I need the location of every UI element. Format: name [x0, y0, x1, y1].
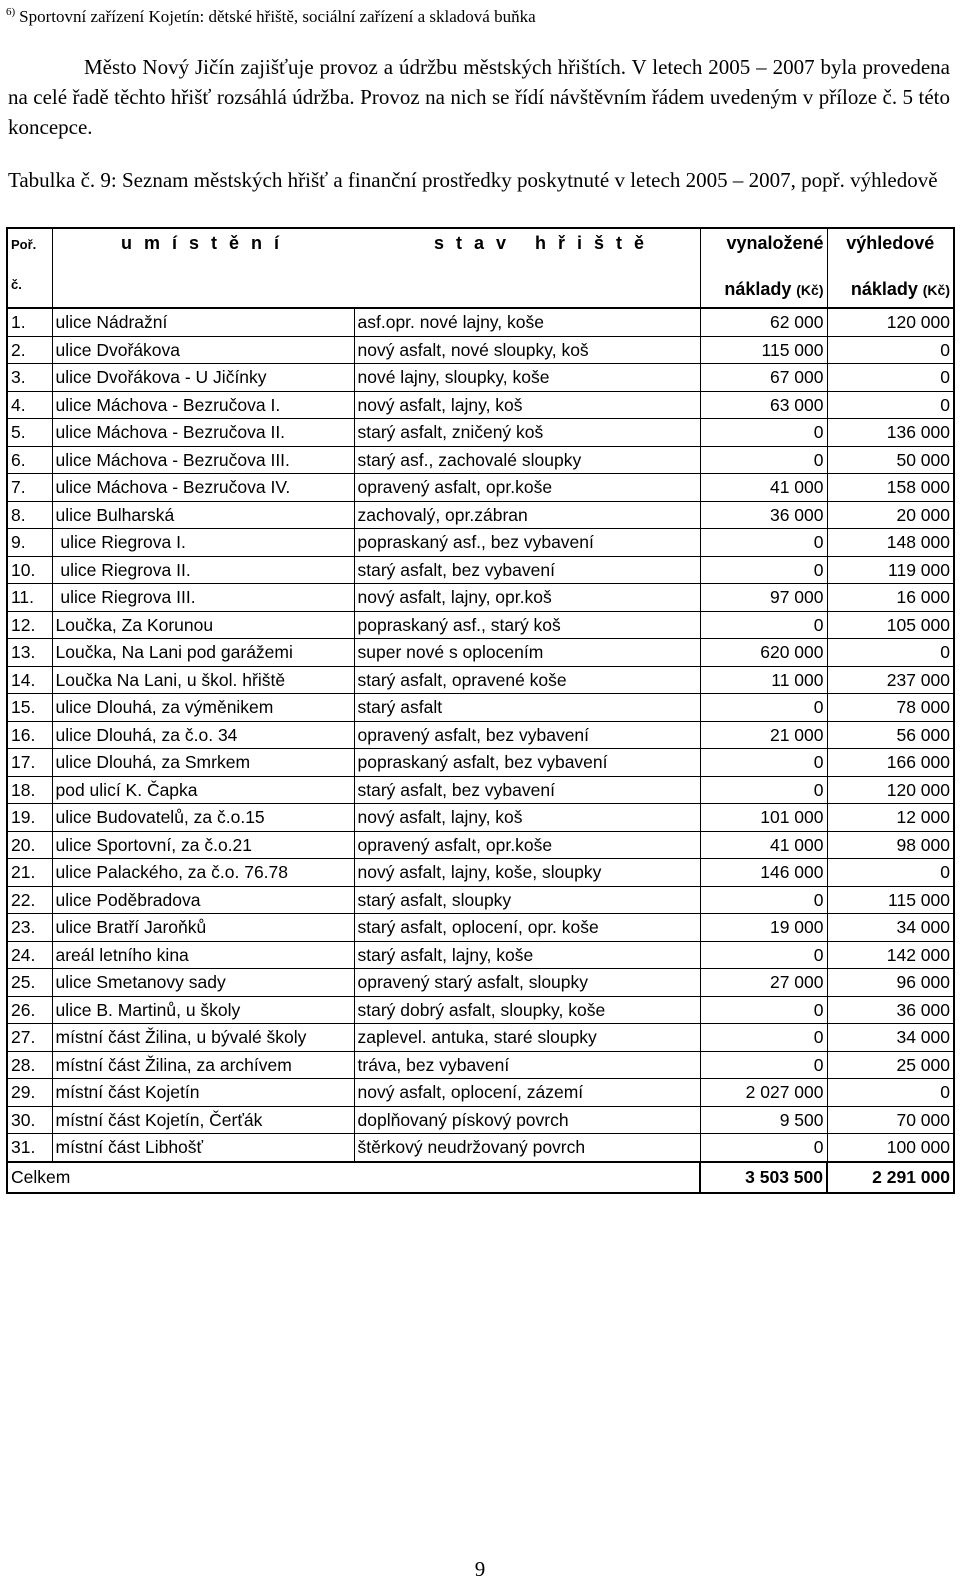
- row-location: ulice Máchova - Bezručova III.: [52, 446, 354, 474]
- row-state: asf.opr. nové lajny, koše: [354, 308, 700, 336]
- row-number: 11.: [7, 584, 52, 612]
- row-planned: 56 000: [827, 721, 954, 749]
- intro-text: Město Nový Jičín zajišťuje provoz a údržbu městských hřištích. V letech 2005 – 2007 byla provedena na celé řadě těchto hřišť rozsáhlá údržba. Provoz na nich se řídí návštěvním řádem uvedeným v příloze č. 5 této koncepce.: [8, 55, 950, 139]
- row-location: ulice Sportovní, za č.o.21: [52, 831, 354, 859]
- row-planned: 158 000: [827, 474, 954, 502]
- currency-planned: (Kč): [922, 281, 950, 298]
- row-state: zaplevel. antuka, staré sloupky: [354, 1024, 700, 1052]
- row-location: ulice Máchova - Bezručova IV.: [52, 474, 354, 502]
- row-spent: 2 027 000: [700, 1079, 827, 1107]
- header-state-2: [354, 271, 700, 308]
- row-spent: 36 000: [700, 501, 827, 529]
- row-spent: 0: [700, 419, 827, 447]
- row-number: 12.: [7, 611, 52, 639]
- row-number: 23.: [7, 914, 52, 942]
- row-spent: 41 000: [700, 474, 827, 502]
- row-number: 21.: [7, 859, 52, 887]
- footnote-mark: 6): [6, 6, 16, 18]
- row-state: opravený asfalt, opr.koše: [354, 831, 700, 859]
- row-location: místní část Kojetín: [52, 1079, 354, 1107]
- row-planned: 237 000: [827, 666, 954, 694]
- header-state: s t a v h ř i š t ě: [354, 228, 700, 271]
- row-planned: 96 000: [827, 969, 954, 997]
- row-spent: 0: [700, 529, 827, 557]
- table-row: [7, 776, 954, 804]
- row-location: ulice Riegrova II.: [52, 556, 354, 584]
- row-state: nový asfalt, oplocení, zázemí: [354, 1079, 700, 1107]
- row-number: 8.: [7, 501, 52, 529]
- row-spent: 11 000: [700, 666, 827, 694]
- row-number: 4.: [7, 391, 52, 419]
- row-spent: 63 000: [700, 391, 827, 419]
- row-spent: 620 000: [700, 639, 827, 667]
- row-number: 30.: [7, 1106, 52, 1134]
- row-number: 27.: [7, 1024, 52, 1052]
- row-number: 7.: [7, 474, 52, 502]
- row-spent: 21 000: [700, 721, 827, 749]
- row-number: 17.: [7, 749, 52, 777]
- row-state: opravený asfalt, bez vybavení: [354, 721, 700, 749]
- row-state: starý asfalt, oplocení, opr. koše: [354, 914, 700, 942]
- row-location: ulice Bratří Jaroňků: [52, 914, 354, 942]
- row-spent: 0: [700, 556, 827, 584]
- row-location: ulice Smetanovy sady: [52, 969, 354, 997]
- row-planned: 78 000: [827, 694, 954, 722]
- row-planned: 98 000: [827, 831, 954, 859]
- table-row: [7, 474, 954, 502]
- row-location: ulice Palackého, za č.o. 76.78: [52, 859, 354, 887]
- row-planned: 20 000: [827, 501, 954, 529]
- intro-paragraph: [8, 52, 950, 142]
- row-state: starý asfalt, opravené koše: [354, 666, 700, 694]
- row-spent: 19 000: [700, 914, 827, 942]
- table-total-row: [7, 1162, 954, 1193]
- row-spent: 0: [700, 886, 827, 914]
- row-number: 1.: [7, 308, 52, 336]
- row-location: místní část Libhošť: [52, 1134, 354, 1162]
- row-location: ulice Riegrova III.: [52, 584, 354, 612]
- total-planned: 2 291 000: [827, 1162, 954, 1193]
- row-spent: 0: [700, 1024, 827, 1052]
- header-num-2: č.: [7, 271, 52, 308]
- row-location: ulice Bulharská: [52, 501, 354, 529]
- row-location: místní část Kojetín, Čerťák: [52, 1106, 354, 1134]
- caption-text: Tabulka č. 9: Seznam městských hřišť a finanční prostředky poskytnuté v letech 2005 – 2007, popř. výhledově: [8, 168, 938, 192]
- row-planned: 119 000: [827, 556, 954, 584]
- row-location: ulice B. Martinů, u školy: [52, 996, 354, 1024]
- row-number: 16.: [7, 721, 52, 749]
- table-row: [7, 584, 954, 612]
- row-planned: 12 000: [827, 804, 954, 832]
- row-spent: 0: [700, 941, 827, 969]
- total-spent: 3 503 500: [700, 1162, 827, 1193]
- row-spent: 62 000: [700, 308, 827, 336]
- row-state: popraskaný asf., starý koš: [354, 611, 700, 639]
- total-label: Celkem: [7, 1162, 700, 1193]
- row-number: 6.: [7, 446, 52, 474]
- row-location: Loučka, Za Korunou: [52, 611, 354, 639]
- table-row: [7, 749, 954, 777]
- playgrounds-table: [6, 227, 955, 1194]
- header-spent: vynaložené: [700, 228, 827, 271]
- row-planned: 16 000: [827, 584, 954, 612]
- table-row: [7, 694, 954, 722]
- row-planned: 120 000: [827, 308, 954, 336]
- row-planned: 0: [827, 391, 954, 419]
- row-planned: 50 000: [827, 446, 954, 474]
- row-planned: 0: [827, 639, 954, 667]
- table-row: [7, 1051, 954, 1079]
- table-row: [7, 391, 954, 419]
- section-title: Sportovní zařízení Kojetín: dětské hřiště, sociální zařízení a skladová buňka: [19, 7, 536, 26]
- table-row: [7, 611, 954, 639]
- row-planned: 115 000: [827, 886, 954, 914]
- row-number: 5.: [7, 419, 52, 447]
- row-location: ulice Dlouhá, za č.o. 34: [52, 721, 354, 749]
- row-state: nový asfalt, lajny, koš: [354, 391, 700, 419]
- table-row: [7, 529, 954, 557]
- row-spent: 41 000: [700, 831, 827, 859]
- row-number: 10.: [7, 556, 52, 584]
- table-row: [7, 556, 954, 584]
- row-spent: 0: [700, 611, 827, 639]
- row-state: starý asfalt: [354, 694, 700, 722]
- table-row: [7, 1106, 954, 1134]
- row-state: starý asfalt, lajny, koše: [354, 941, 700, 969]
- row-planned: 120 000: [827, 776, 954, 804]
- row-number: 14.: [7, 666, 52, 694]
- row-state: opravený asfalt, opr.koše: [354, 474, 700, 502]
- row-state: nové lajny, sloupky, koše: [354, 364, 700, 392]
- row-spent: 0: [700, 694, 827, 722]
- row-location: ulice Máchova - Bezručova I.: [52, 391, 354, 419]
- table-row: [7, 419, 954, 447]
- row-state: doplňovaný pískový povrch: [354, 1106, 700, 1134]
- header-planned: výhledové: [827, 228, 954, 271]
- row-spent: 9 500: [700, 1106, 827, 1134]
- row-spent: 0: [700, 1051, 827, 1079]
- row-planned: 0: [827, 1079, 954, 1107]
- header-num: Poř.: [7, 228, 52, 271]
- row-spent: 0: [700, 996, 827, 1024]
- row-location: areál letního kina: [52, 941, 354, 969]
- row-location: ulice Dvořákova: [52, 336, 354, 364]
- page-number: 9: [474, 1557, 486, 1581]
- table-row: [7, 501, 954, 529]
- row-location: ulice Poděbradova: [52, 886, 354, 914]
- row-number: 24.: [7, 941, 52, 969]
- row-number: 31.: [7, 1134, 52, 1162]
- table-row: [7, 1024, 954, 1052]
- table-row: [7, 666, 954, 694]
- table-row: [7, 859, 954, 887]
- row-state: zachovalý, opr.zábran: [354, 501, 700, 529]
- row-state: nový asfalt, lajny, koš: [354, 804, 700, 832]
- row-state: starý asf., zachovalé sloupky: [354, 446, 700, 474]
- table-row: [7, 336, 954, 364]
- row-planned: 100 000: [827, 1134, 954, 1162]
- table-row: [7, 364, 954, 392]
- row-planned: 166 000: [827, 749, 954, 777]
- section-footnote: [6, 6, 536, 27]
- row-state: nový asfalt, lajny, opr.koš: [354, 584, 700, 612]
- row-spent: 0: [700, 749, 827, 777]
- table-header-row-1: [7, 228, 954, 271]
- row-number: 22.: [7, 886, 52, 914]
- row-number: 25.: [7, 969, 52, 997]
- row-number: 13.: [7, 639, 52, 667]
- table-row: [7, 969, 954, 997]
- row-planned: 0: [827, 336, 954, 364]
- header-spent-2: náklady (Kč): [700, 271, 827, 308]
- row-location: místní část Žilina, za archívem: [52, 1051, 354, 1079]
- row-planned: 34 000: [827, 914, 954, 942]
- row-location: ulice Dlouhá, za Smrkem: [52, 749, 354, 777]
- row-planned: 25 000: [827, 1051, 954, 1079]
- row-planned: 34 000: [827, 1024, 954, 1052]
- row-planned: 142 000: [827, 941, 954, 969]
- row-location: místní část Žilina, u bývalé školy: [52, 1024, 354, 1052]
- row-state: starý dobrý asfalt, sloupky, koše: [354, 996, 700, 1024]
- table-row: [7, 831, 954, 859]
- row-number: 19.: [7, 804, 52, 832]
- row-state: starý asfalt, zničený koš: [354, 419, 700, 447]
- row-state: starý asfalt, bez vybavení: [354, 776, 700, 804]
- table-row: [7, 639, 954, 667]
- row-location: ulice Dvořákova - U Jičínky: [52, 364, 354, 392]
- row-location: ulice Riegrova I.: [52, 529, 354, 557]
- row-spent: 67 000: [700, 364, 827, 392]
- row-number: 3.: [7, 364, 52, 392]
- row-number: 29.: [7, 1079, 52, 1107]
- row-spent: 27 000: [700, 969, 827, 997]
- row-state: starý asfalt, sloupky: [354, 886, 700, 914]
- row-spent: 115 000: [700, 336, 827, 364]
- row-spent: 146 000: [700, 859, 827, 887]
- row-location: pod ulicí K. Čapka: [52, 776, 354, 804]
- row-number: 26.: [7, 996, 52, 1024]
- row-state: popraskaný asfalt, bez vybavení: [354, 749, 700, 777]
- row-location: Loučka, Na Lani pod garážemi: [52, 639, 354, 667]
- row-planned: 105 000: [827, 611, 954, 639]
- row-spent: 101 000: [700, 804, 827, 832]
- row-spent: 97 000: [700, 584, 827, 612]
- row-spent: 0: [700, 446, 827, 474]
- row-number: 9.: [7, 529, 52, 557]
- row-state: super nové s oplocením: [354, 639, 700, 667]
- table-row: [7, 996, 954, 1024]
- row-state: štěrkový neudržovaný povrch: [354, 1134, 700, 1162]
- table-row: [7, 804, 954, 832]
- row-state: tráva, bez vybavení: [354, 1051, 700, 1079]
- table-row: [7, 721, 954, 749]
- row-location: ulice Máchova - Bezručova II.: [52, 419, 354, 447]
- row-number: 20.: [7, 831, 52, 859]
- row-planned: 0: [827, 364, 954, 392]
- row-number: 28.: [7, 1051, 52, 1079]
- header-location: u m í s t ě n í: [52, 228, 354, 271]
- row-spent: 0: [700, 1134, 827, 1162]
- row-state: starý asfalt, bez vybavení: [354, 556, 700, 584]
- table-row: [7, 446, 954, 474]
- row-planned: 148 000: [827, 529, 954, 557]
- table-row: [7, 1079, 954, 1107]
- row-number: 15.: [7, 694, 52, 722]
- row-location: Loučka Na Lani, u škol. hřiště: [52, 666, 354, 694]
- header-location-2: [52, 271, 354, 308]
- row-location: ulice Nádražní: [52, 308, 354, 336]
- row-location: ulice Dlouhá, za výměnikem: [52, 694, 354, 722]
- row-location: ulice Budovatelů, za č.o.15: [52, 804, 354, 832]
- row-state: nový asfalt, nové sloupky, koš: [354, 336, 700, 364]
- table-row: [7, 914, 954, 942]
- table-row: [7, 1134, 954, 1162]
- row-state: popraskaný asf., bez vybavení: [354, 529, 700, 557]
- table-caption: [8, 165, 950, 195]
- row-spent: 0: [700, 776, 827, 804]
- table-row: [7, 941, 954, 969]
- row-planned: 0: [827, 859, 954, 887]
- row-planned: 136 000: [827, 419, 954, 447]
- row-planned: 36 000: [827, 996, 954, 1024]
- table-header-row-2: [7, 271, 954, 308]
- table-row: [7, 886, 954, 914]
- table-row: [7, 308, 954, 336]
- row-state: nový asfalt, lajny, koše, sloupky: [354, 859, 700, 887]
- row-state: opravený starý asfalt, sloupky: [354, 969, 700, 997]
- row-number: 18.: [7, 776, 52, 804]
- header-planned-2: náklady (Kč): [827, 271, 954, 308]
- row-number: 2.: [7, 336, 52, 364]
- row-planned: 70 000: [827, 1106, 954, 1134]
